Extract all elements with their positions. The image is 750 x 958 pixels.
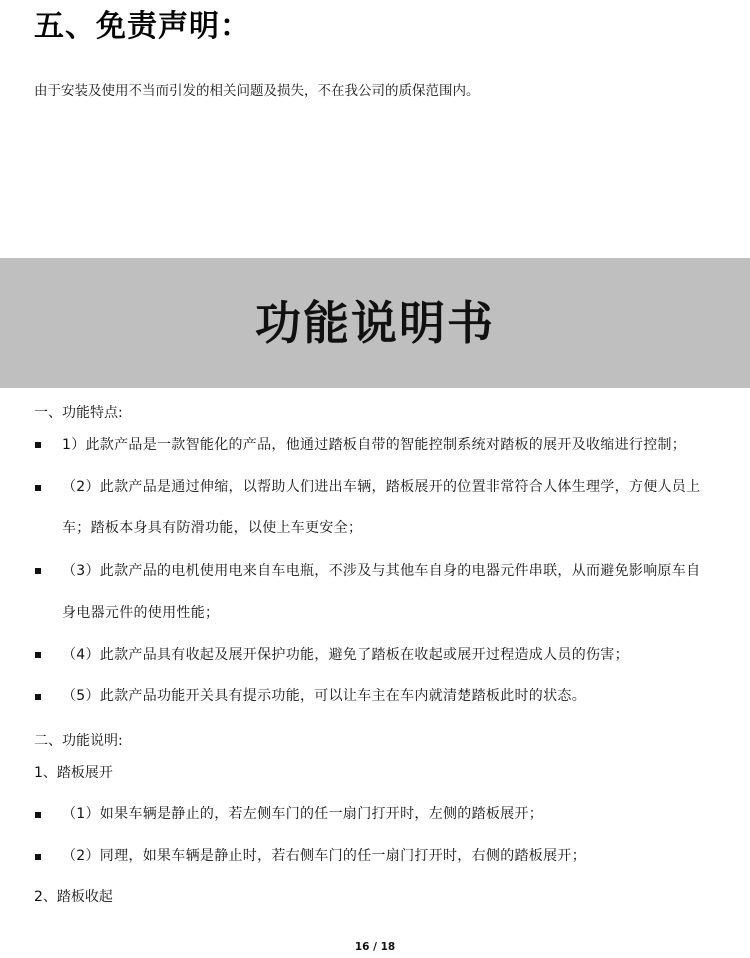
extend-item-1: （1）如果车辆是静止的，若左侧车门的任一扇门打开时，左侧的踏板展开；	[62, 806, 544, 822]
bullet-icon	[35, 485, 41, 491]
bullet-icon	[35, 854, 41, 860]
bullet-icon	[35, 442, 41, 448]
step-title-retract: 2、踏板收起	[34, 889, 113, 905]
manual-title: 功能说明书	[255, 296, 495, 350]
feature-item-3-continued: 身电器元件的使用性能；	[62, 605, 220, 621]
feature-item-1: 1）此款产品是一款智能化的产品，他通过踏板自带的智能控制系统对踏板的展开及收缩进行控制；	[62, 437, 687, 453]
feature-item-4: （4）此款产品具有收起及展开保护功能，避免了踏板在收起或展开过程造成人员的伤害；	[62, 647, 629, 663]
feature-item-5: （5）此款产品功能开关具有提示功能，可以让车主在车内就清楚踏板此时的状态。	[62, 688, 587, 704]
feature-item-2: （2）此款产品是通过伸缩，以帮助人们进出车辆，踏板展开的位置非常符合人体生理学，方便人员上	[62, 479, 701, 495]
feature-item-2-continued: 车；踏板本身具有防滑功能，以使上车更安全；	[62, 520, 363, 536]
bullet-icon	[35, 694, 41, 700]
disclaimer-text: 由于安装及使用不当而引发的相关问题及损失，不在我公司的质保范围内。	[34, 83, 480, 99]
page-number: 16 / 18	[354, 941, 396, 953]
extend-item-2: （2）同理，如果车辆是静止时，若右侧车门的任一扇门打开时，右侧的踏板展开；	[62, 848, 587, 864]
instructions-heading: 二、功能说明:	[34, 733, 123, 749]
bullet-icon	[35, 568, 41, 574]
title-banner	[0, 258, 750, 388]
disclaimer-heading: 五、免责声明：	[34, 9, 251, 44]
features-heading: 一、功能特点:	[34, 405, 123, 421]
step-title-extend: 1、踏板展开	[34, 765, 113, 781]
feature-item-3: （3）此款产品的电机使用电来自车电瓶，不涉及与其他车自身的电器元件串联，从而避免影响原车自	[62, 563, 701, 579]
bullet-icon	[35, 812, 41, 818]
bullet-icon	[35, 652, 41, 658]
